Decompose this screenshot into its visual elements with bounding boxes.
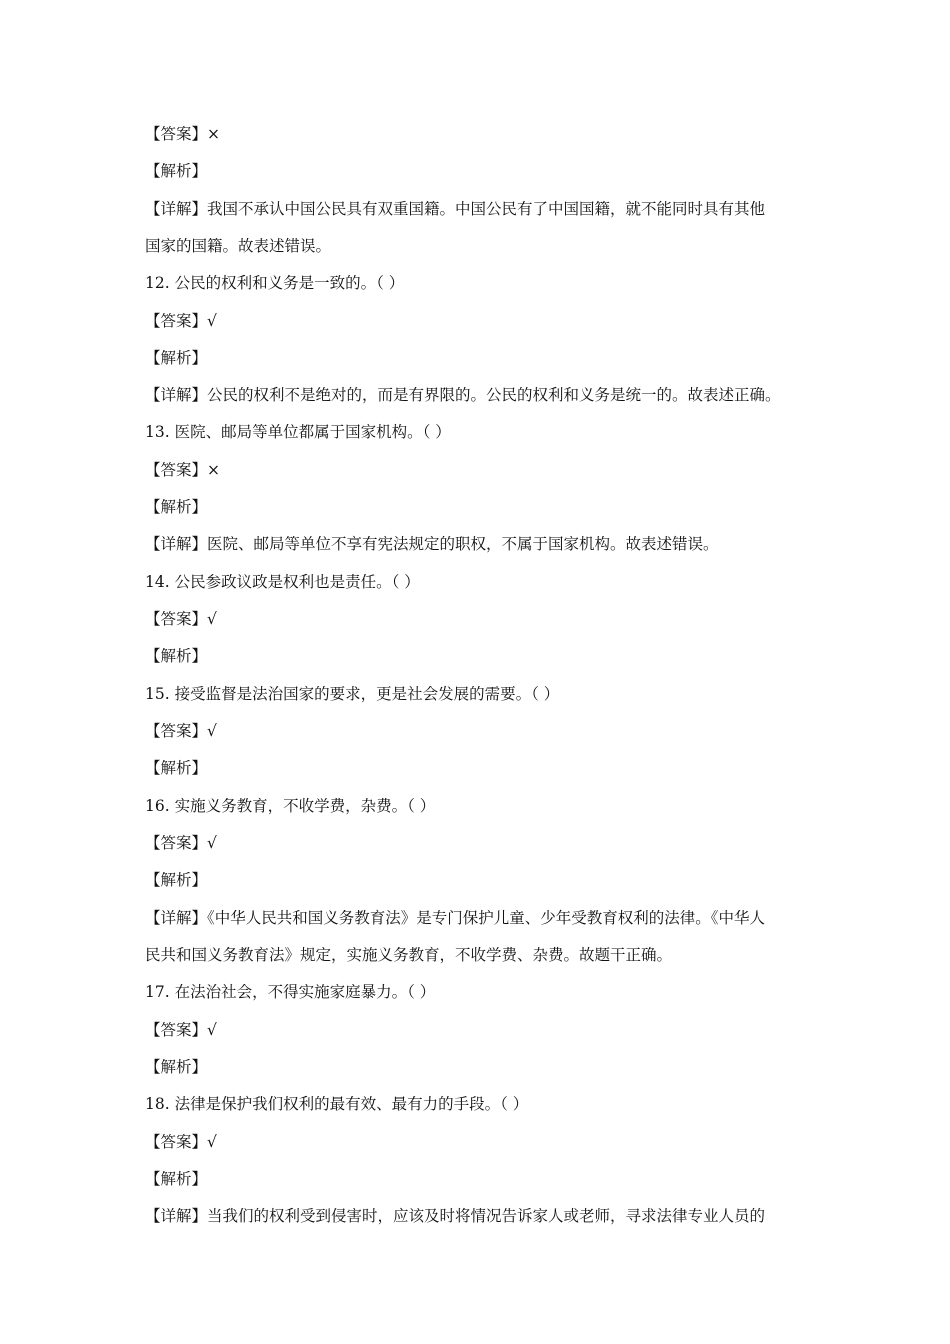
explanation-line: 【详解】公民的权利不是绝对的，而是有界限的。公民的权利和义务是统一的。故表述正确。 bbox=[145, 386, 781, 404]
analysis-label: 【解析】 bbox=[145, 647, 208, 665]
explanation-line: 【详解】我国不承认中国公民具有双重国籍。中国公民有了中国国籍，就不能同时具有其他 bbox=[145, 200, 766, 218]
explanation-line: 【详解】当我们的权利受到侵害时，应该及时将情况告诉家人或老师，寻求法律专业人员的 bbox=[145, 1207, 766, 1225]
analysis-label: 【解析】 bbox=[145, 1170, 208, 1188]
question-14: 14. 公民参政议政是权利也是责任。（ ） bbox=[145, 573, 420, 591]
question-17: 17. 在法治社会，不得实施家庭暴力。（ ） bbox=[145, 983, 436, 1001]
explanation-line: 【详解】医院、邮局等单位不享有宪法规定的职权，不属于国家机构。故表述错误。 bbox=[145, 535, 719, 553]
question-16: 16. 实施义务教育，不收学费，杂费。（ ） bbox=[145, 797, 436, 815]
answer-line: 【答案】× bbox=[145, 125, 220, 143]
answer-line: 【答案】√ bbox=[145, 610, 217, 628]
analysis-label: 【解析】 bbox=[145, 871, 208, 889]
explanation-line: 民共和国义务教育法》规定，实施义务教育，不收学费、杂费。故题干正确。 bbox=[145, 946, 673, 964]
analysis-label: 【解析】 bbox=[145, 498, 208, 516]
answer-line: 【答案】× bbox=[145, 461, 220, 479]
analysis-label: 【解析】 bbox=[145, 162, 208, 180]
question-13: 13. 医院、邮局等单位都属于国家机构。（ ） bbox=[145, 423, 451, 441]
answer-line: 【答案】√ bbox=[145, 722, 217, 740]
explanation-line: 【详解】《中华人民共和国义务教育法》是专门保护儿童、少年受教育权利的法律。《中华人 bbox=[145, 909, 766, 927]
analysis-label: 【解析】 bbox=[145, 759, 208, 777]
answer-line: 【答案】√ bbox=[145, 834, 217, 852]
question-12: 12. 公民的权利和义务是一致的。（ ） bbox=[145, 274, 405, 292]
answer-line: 【答案】√ bbox=[145, 1133, 217, 1151]
explanation-line: 国家的国籍。故表述错误。 bbox=[145, 237, 332, 255]
answer-line: 【答案】√ bbox=[145, 1021, 217, 1039]
answer-line: 【答案】√ bbox=[145, 312, 217, 330]
analysis-label: 【解析】 bbox=[145, 349, 208, 367]
question-18: 18. 法律是保护我们权利的最有效、最有力的手段。（ ） bbox=[145, 1095, 529, 1113]
analysis-label: 【解析】 bbox=[145, 1058, 208, 1076]
question-15: 15. 接受监督是法治国家的要求，更是社会发展的需要。（ ） bbox=[145, 685, 560, 703]
